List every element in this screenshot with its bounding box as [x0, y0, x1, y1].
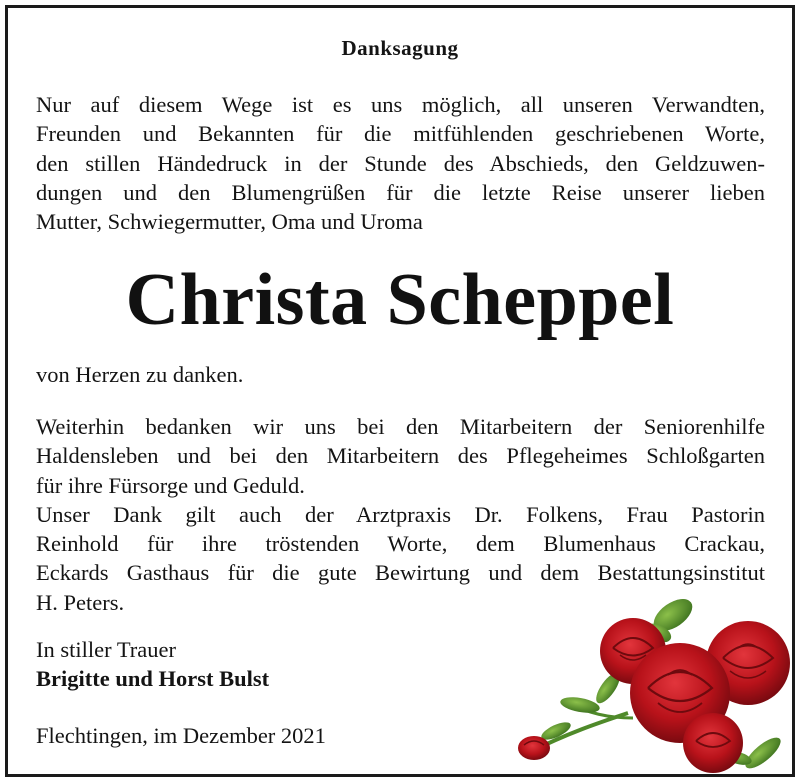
- staff-line: für ihre Fürsorge und Geduld.: [36, 472, 305, 498]
- intro-line: dungen und den Blumengrüßen für die letzte Reise unserer lieben: [36, 179, 765, 205]
- intro-line: Mutter, Schwiegermutter, Oma und Uroma: [36, 209, 423, 235]
- roses-image: [508, 593, 793, 773]
- thanks-line: von Herzen zu danken.: [36, 362, 244, 387]
- staff-line: Weiterhin bedanken wir uns bei den Mitarbeitern der Seniorenhilfe: [36, 414, 765, 439]
- intro-paragraph: [36, 90, 765, 236]
- deceased-name: Christa Scheppel: [125, 259, 675, 341]
- staff-line: Unser Dank gilt auch der Arztpraxis Dr. Folkens, Frau Pastorin: [36, 501, 765, 527]
- staff-paragraph: [36, 412, 765, 617]
- place-date: Flechtingen, im Dezember 2021: [36, 723, 326, 748]
- mourning-line: In stiller Trauer: [36, 637, 176, 662]
- intro-line: Nur auf diesem Wege ist es uns möglich, all unseren Verwandten,: [36, 92, 765, 117]
- intro-line: Freunden und Bekannten für die mitfühlenden geschriebenen Worte,: [36, 121, 765, 147]
- obituary-notice: [5, 5, 795, 777]
- intro-line: den stillen Händedruck in der Stunde des Abschieds, den Geldzuwen-: [36, 150, 765, 176]
- signers-names: Brigitte und Horst Bulst: [36, 666, 270, 691]
- staff-line: Eckards Gasthaus für die gute Bewirtung und dem Bestattungsinstitut: [36, 560, 765, 586]
- staff-line: H. Peters.: [36, 589, 125, 615]
- notice-title: Danksagung: [341, 36, 459, 60]
- staff-line: Reinhold für ihre tröstenden Worte, dem Blumenhaus Crackau,: [36, 531, 765, 557]
- staff-line: Haldensleben und bei den Mitarbeitern des Pflegeheimes Schloßgarten: [36, 443, 765, 469]
